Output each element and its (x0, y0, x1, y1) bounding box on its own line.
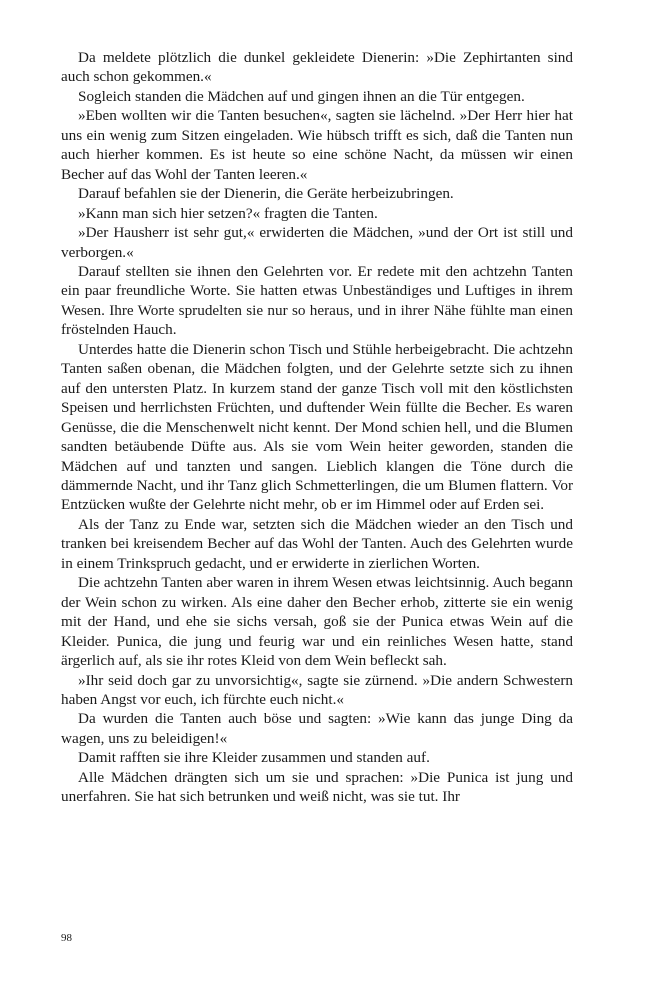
paragraph: Damit rafften sie ihre Kleider zusammen und standen auf. (78, 749, 430, 767)
paragraph: »Eben wollten wir die Tanten besuchen«, sagten sie lächelnd. »Der Herr hier hat uns ein wenig zum Sitzen eingeladen. Wie hübsch trifft es sich, daß die Tanten nun auch hierher kommen. Es ist heute so eine schöne Nacht, da müssen wir einen Becher auf das Wohl der Tanten leeren.« (61, 107, 573, 183)
paragraph: Darauf befahlen sie der Dienerin, die Geräte herbeizubringen. (78, 185, 454, 203)
paragraph: Sogleich standen die Mädchen auf und gingen ihnen an die Tür entgegen. (78, 87, 525, 105)
paragraph: »Ihr seid doch gar zu unvorsichtig«, sagte sie zürnend. »Die andern Schwestern haben Angst vor euch, ich fürchte euch nicht.« (61, 671, 573, 708)
paragraph: Unterdes hatte die Dienerin schon Tisch und Stühle herbeigebracht. Die achtzehn Tanten saßen obenan, die Mädchen folgten, und der Gelehrte setzte sich zu ihnen auf den untersten Platz. In kurzem stand der ganze Tisch voll mit den köstlichsten Speisen und herrlichsten Früchten, und duftender Wein füllte die Becher. Es waren Genüsse, die die Menschenwelt nicht kennt. Der Mond schien hell, und die Blumen sandten betäubende Düfte aus. Als sie vom Wein heiter geworden, standen die Mädchen auf und tanzten und sangen. Lieblich klangen die Töne durch die dämmernde Nacht, und ihr Tanz glich Schmetterlingen, die um Blumen flattern. Vor Entzücken wußte der Gelehrte nicht mehr, ob er im Himmel oder auf Erden sei. (61, 340, 573, 514)
page-body (61, 48, 573, 807)
page-number: 98 (61, 932, 72, 944)
paragraph: »Kann man sich hier setzen?« fragten die Tanten. (78, 204, 378, 222)
paragraph: Alle Mädchen drängten sich um sie und sprachen: »Die Punica ist jung und unerfahren. Sie hat sich betrunken und weiß nicht, was sie tut. Ihr (61, 768, 573, 806)
paragraph: »Der Hausherr ist sehr gut,« erwiderten die Mädchen, »und der Ort ist still und verborgen.« (61, 224, 573, 261)
paragraph: Darauf stellten sie ihnen den Gelehrten vor. Er redete mit den achtzehn Tanten ein paar freundliche Worte. Sie hatten etwas Unbeständiges und Luftiges in ihrem Wesen. Ihre Worte sprudelten sie nur so heraus, und in ihrer Nähe fühlte man einen fröstelnden Hauch. (61, 262, 573, 339)
paragraph: Da meldete plötzlich die dunkel gekleidete Dienerin: »Die Zephirtanten sind auch schon gekommen.« (61, 49, 573, 86)
paragraph: Als der Tanz zu Ende war, setzten sich die Mädchen wieder an den Tisch und tranken bei kreisendem Becher auf das Wohl der Tanten. Auch des Gelehrten wurde in einem Trinkspruch gedacht, und er erwiderte in zierlichen Worten. (61, 515, 573, 572)
paragraph: Die achtzehn Tanten aber waren in ihrem Wesen etwas leichtsinnig. Auch begann der Wein schon zu wirken. Als eine daher den Becher erhob, zitterte sie ein wenig mit der Hand, und ehe sie sichs versah, goß sie der Punica etwas Wein auf die Kleider. Punica, die jung und feurig war und ein reinliches Wesen hatte, stand ärgerlich auf, als sie ihr rotes Kleid von dem Wein befleckt sah. (61, 574, 573, 670)
paragraph: Da wurden die Tanten auch böse und sagten: »Wie kann das junge Ding da wagen, uns zu beleidigen!« (61, 710, 573, 747)
